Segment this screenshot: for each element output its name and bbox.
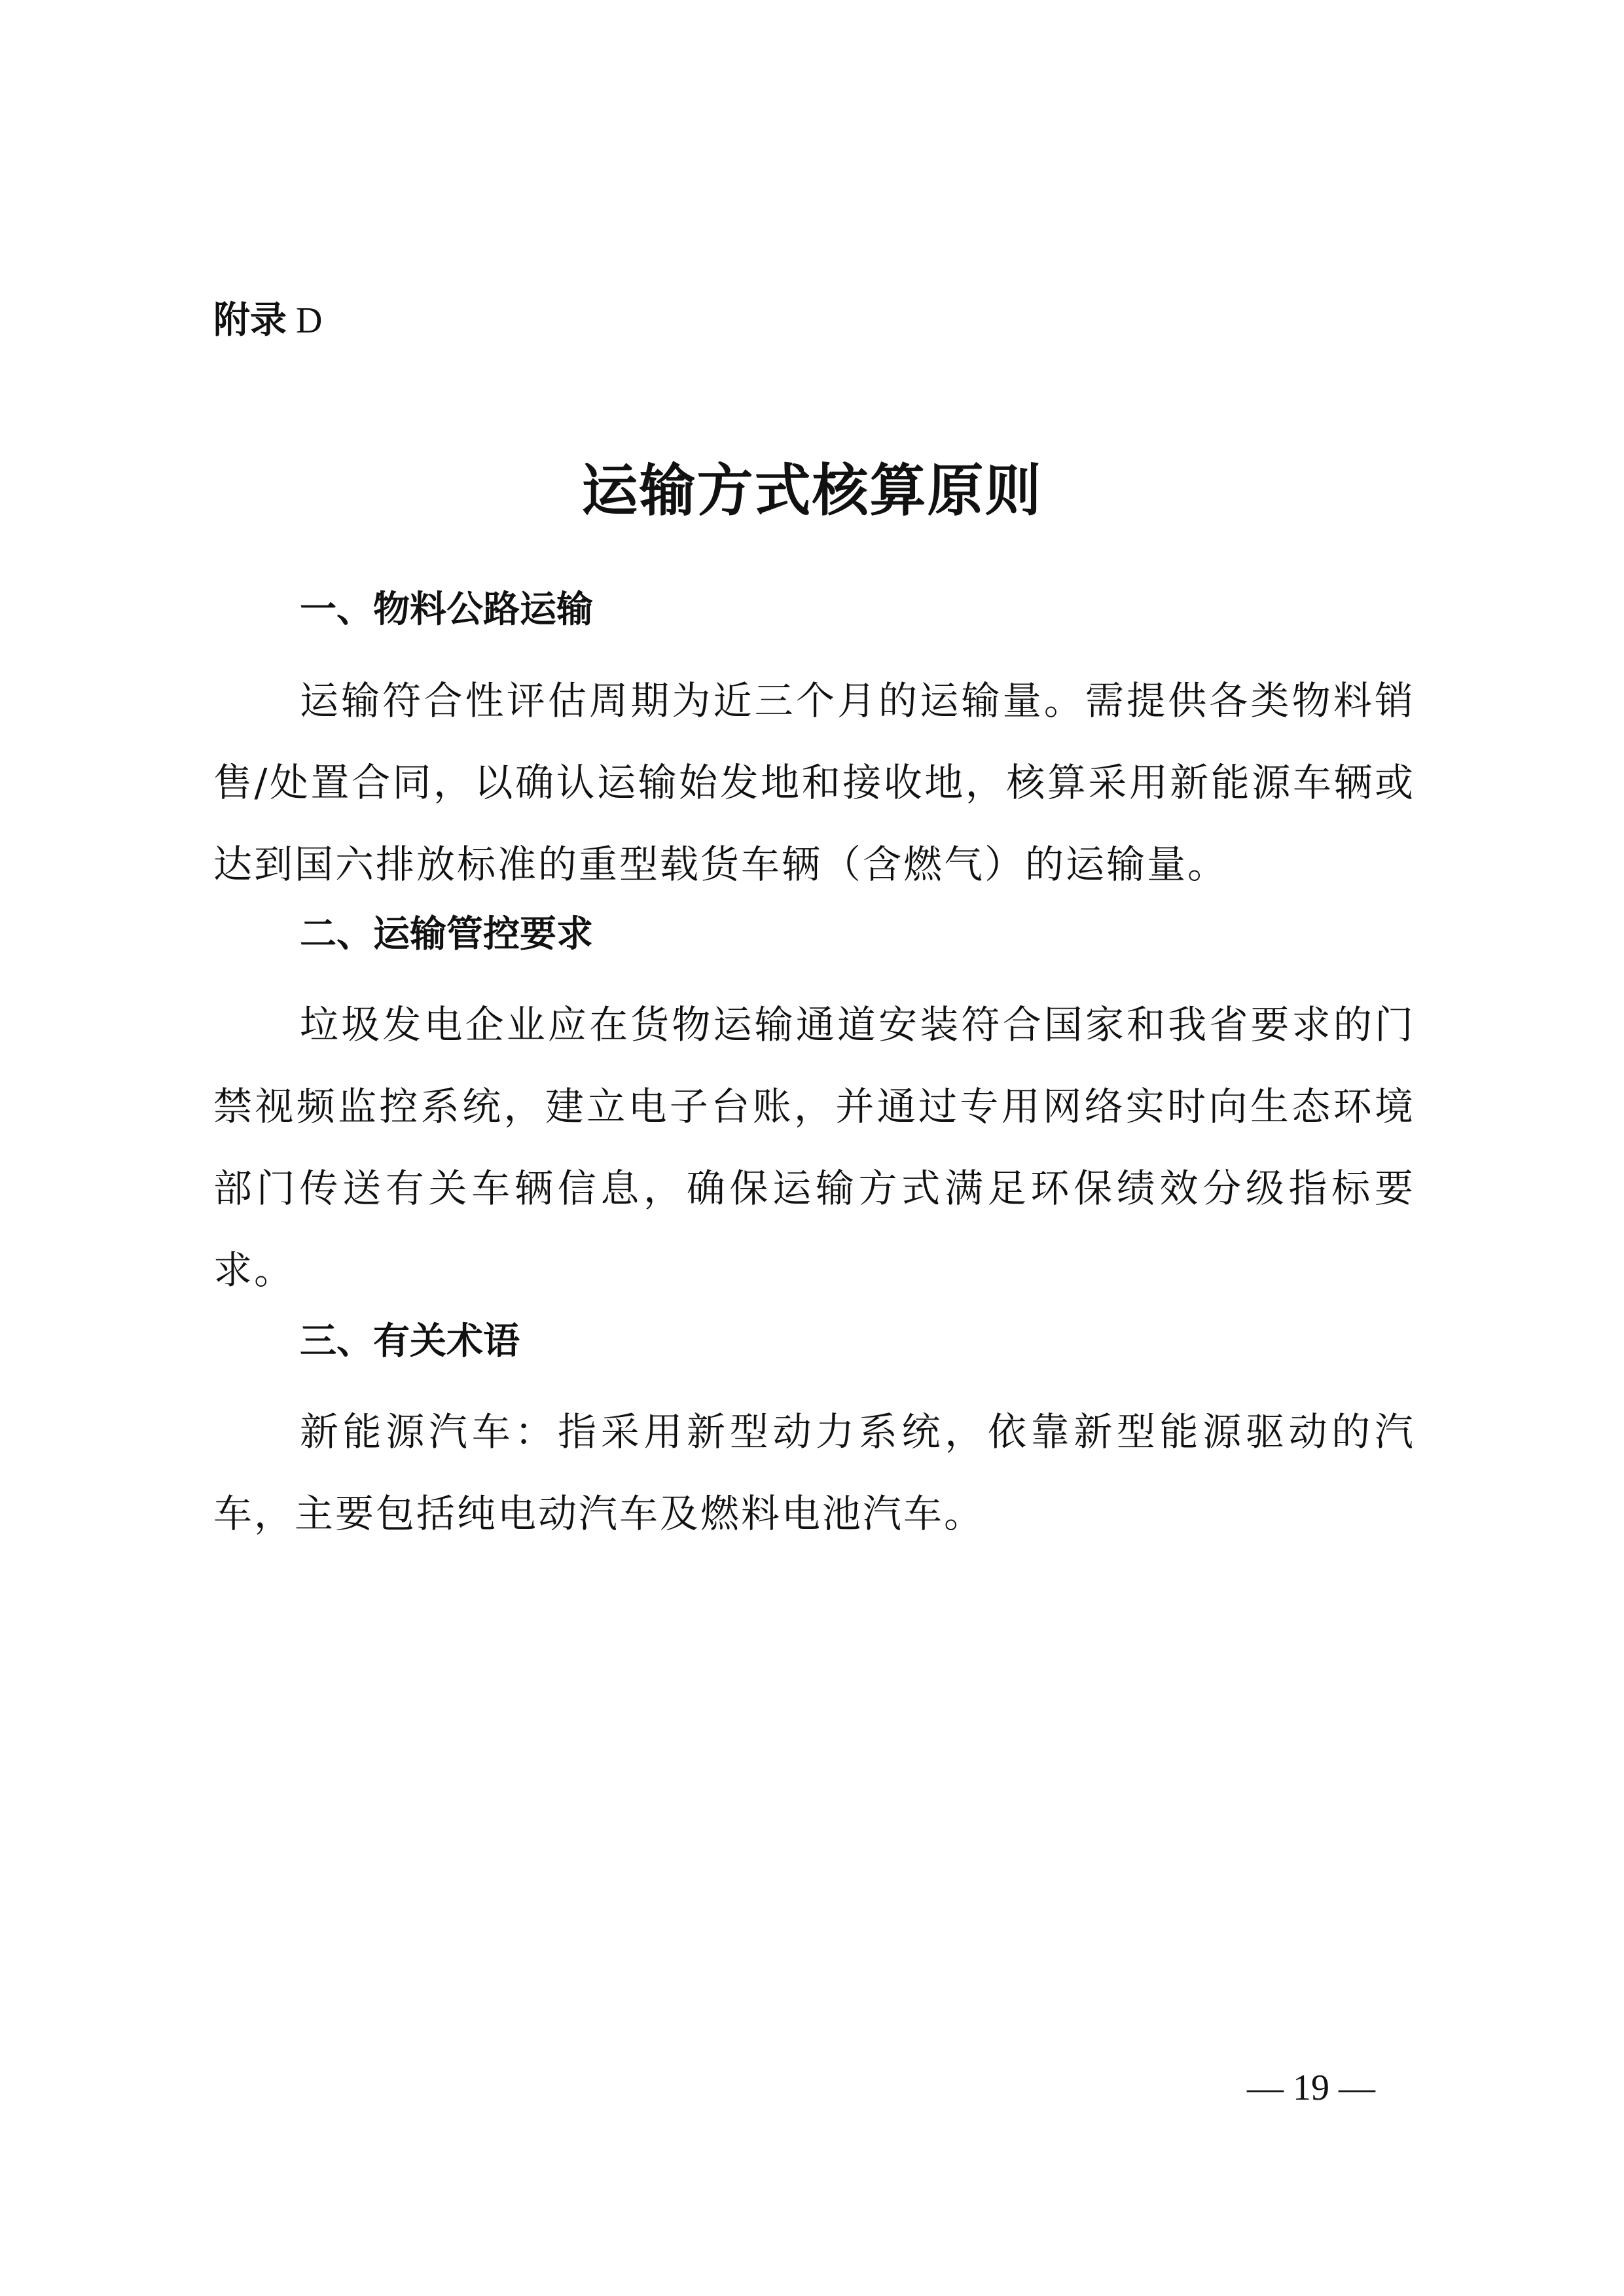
section-heading-1: 一、物料公路运输 xyxy=(300,588,593,631)
page-number: — 19 — xyxy=(1247,2068,1375,2108)
document-title: 运输方式核算原则 xyxy=(581,457,1043,524)
section-paragraph-1: 运输符合性评估周期为近三个月的运输量。需提供各类物料销售/处置合同，以确认运输始发地和接收地，核算采用新能源车辆或达到国六排放标准的重型载货车辆（含燃气）的运输量。 xyxy=(213,678,1415,887)
section-heading-2: 二、运输管控要求 xyxy=(300,913,593,956)
section-heading-3: 三、有关术语 xyxy=(300,1320,520,1363)
appendix-letter: D xyxy=(296,300,323,341)
appendix-label-text: 附录 xyxy=(213,299,287,342)
section-paragraph-3: 新能源汽车：指采用新型动力系统，依靠新型能源驱动的汽车，主要包括纯电动汽车及燃料电池汽车。 xyxy=(213,1409,1415,1536)
appendix-label xyxy=(213,288,322,353)
section-paragraph-2: 垃圾发电企业应在货物运输通道安装符合国家和我省要求的门禁视频监控系统，建立电子台账，并通过专用网络实时向生态环境部门传送有关车辆信息，确保运输方式满足环保绩效分级指标要求。 xyxy=(213,1002,1415,1293)
